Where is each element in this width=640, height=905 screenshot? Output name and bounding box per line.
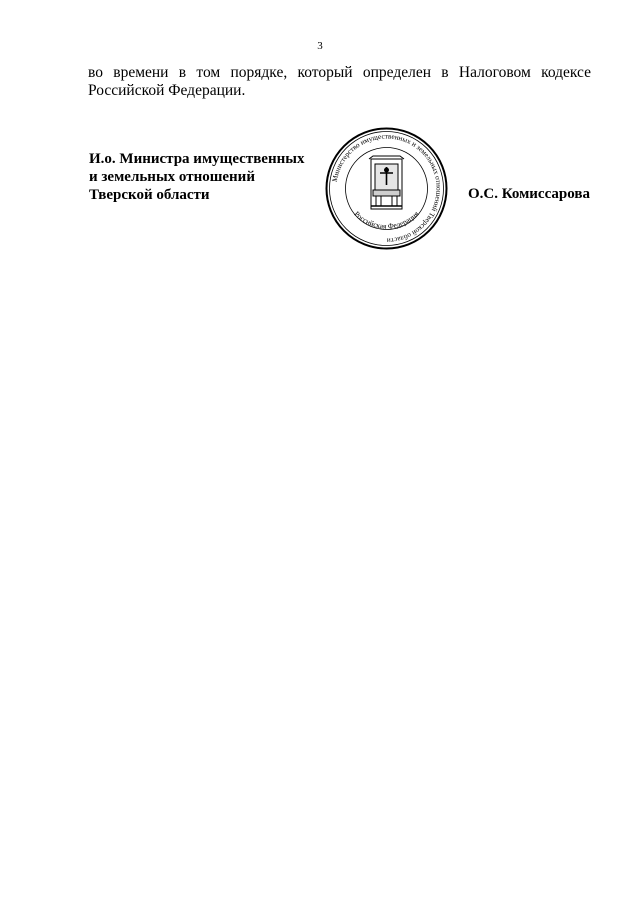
- page-number: 3: [317, 40, 323, 52]
- seal-bottom-text: Российская Федерация: [352, 209, 421, 231]
- body-line-1: во времени в том порядке, который определен в Налоговом кодексе: [88, 64, 591, 81]
- signatory-position-line-1: И.о. Министра имущественных: [89, 151, 305, 167]
- official-seal: [324, 126, 449, 251]
- body-paragraph: [88, 64, 591, 100]
- throne-icon: [369, 156, 404, 209]
- signatory-name: О.С. Комиссарова: [467, 186, 590, 202]
- signatory-position-line-2: и земельных отношений: [89, 169, 255, 185]
- signatory-position-line-3: Тверской области: [89, 187, 210, 203]
- body-line-2: Российской Федерации.: [88, 82, 246, 99]
- seal-outer-text: Министерство имущественных и земельных отношений Тверской области: [330, 132, 443, 245]
- signatory-position: [89, 150, 329, 204]
